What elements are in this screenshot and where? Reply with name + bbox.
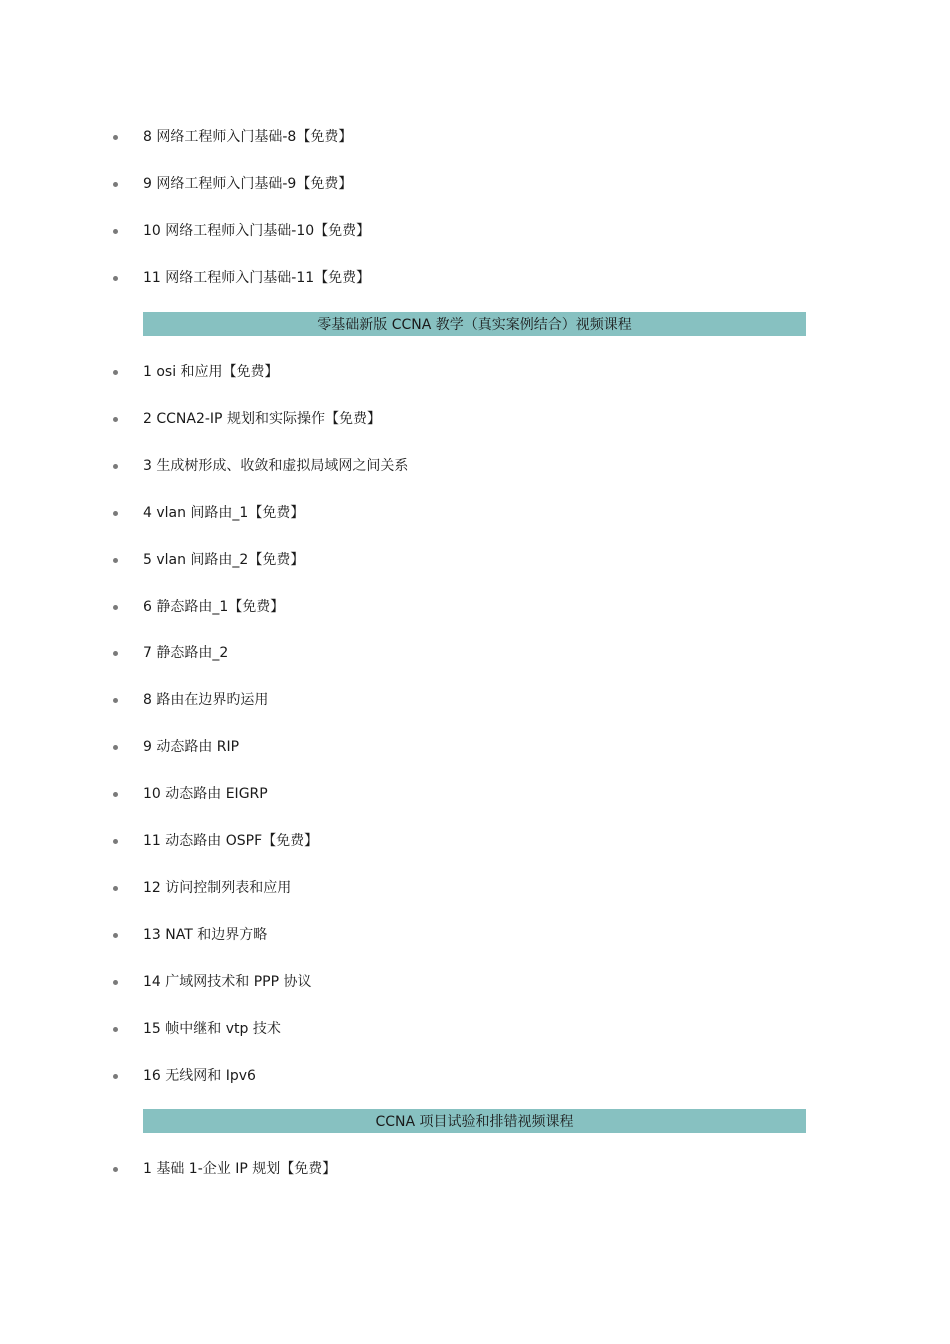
bullet-icon <box>113 1027 118 1032</box>
list-item[interactable] <box>113 596 284 618</box>
list-item[interactable] <box>113 361 279 383</box>
list-item[interactable] <box>113 549 304 571</box>
list-item-label: 8 网络工程师入门基础-8【免费】 <box>143 129 353 145</box>
list-item-label: 9 动态路由 RIP <box>143 739 240 755</box>
bullet-icon <box>113 886 118 891</box>
list-item-label: 12 访问控制列表和应用 <box>143 880 292 896</box>
list-item-label: 16 无线网和 Ipv6 <box>143 1068 256 1084</box>
list-item[interactable] <box>113 455 408 477</box>
bullet-icon <box>113 182 118 187</box>
list-item[interactable] <box>113 1065 256 1087</box>
list-item-label: 6 静态路由_1【免费】 <box>143 599 285 615</box>
list-item[interactable] <box>113 1018 281 1040</box>
bullet-icon <box>113 417 118 422</box>
list-item-label: 11 动态路由 OSPF【免费】 <box>143 833 319 849</box>
bullet-icon <box>113 933 118 938</box>
list-item[interactable] <box>113 736 239 758</box>
bullet-icon <box>113 745 118 750</box>
bullet-icon <box>113 605 118 610</box>
list-item[interactable] <box>113 971 312 993</box>
list-item-label: 1 基础 1-企业 IP 规划【免费】 <box>143 1161 337 1177</box>
bullet-icon <box>113 370 118 375</box>
list-item-label: 10 网络工程师入门基础-10【免费】 <box>143 223 371 239</box>
bullet-icon <box>113 511 118 516</box>
list-item-label: 9 网络工程师入门基础-9【免费】 <box>143 176 353 192</box>
bullet-icon <box>113 464 118 469</box>
list-item[interactable] <box>113 689 268 711</box>
list-item[interactable] <box>113 173 352 195</box>
list-item-label: 13 NAT 和边界方略 <box>143 927 268 943</box>
bullet-icon <box>113 698 118 703</box>
list-item-label: 1 osi 和应用【免费】 <box>143 364 279 380</box>
bullet-icon <box>113 276 118 281</box>
section-header-ccna-lab: CCNA 项目试验和排错视频课程 <box>143 1109 806 1133</box>
list-item-label: 7 静态路由_2 <box>143 645 229 661</box>
bullet-icon <box>113 980 118 985</box>
list-item-label: 15 帧中继和 vtp 技术 <box>143 1021 281 1037</box>
bullet-icon <box>113 839 118 844</box>
list-item[interactable] <box>113 220 370 242</box>
list-item-label: 4 vlan 间路由_1【免费】 <box>143 505 305 521</box>
list-item[interactable] <box>113 126 352 148</box>
list-item[interactable] <box>113 830 318 852</box>
list-item[interactable] <box>113 877 291 899</box>
list-item[interactable] <box>113 408 381 430</box>
list-item-label: 3 生成树形成、收敛和虚拟局域网之间关系 <box>143 458 409 474</box>
bullet-icon <box>113 229 118 234</box>
list-item[interactable] <box>113 1158 336 1180</box>
list-item[interactable] <box>113 924 267 946</box>
bullet-icon <box>113 1167 118 1172</box>
list-item[interactable] <box>113 267 370 289</box>
bullet-icon <box>113 651 118 656</box>
section-header-ccna: 零基础新版 CCNA 教学（真实案例结合）视频课程 <box>143 312 806 336</box>
bullet-icon <box>113 1074 118 1079</box>
list-item[interactable] <box>113 502 304 524</box>
list-item[interactable] <box>113 783 268 805</box>
list-item-label: 14 广域网技术和 PPP 协议 <box>143 974 312 990</box>
list-item-label: 10 动态路由 EIGRP <box>143 786 268 802</box>
bullet-icon <box>113 792 118 797</box>
bullet-icon <box>113 135 118 140</box>
list-item-label: 2 CCNA2-IP 规划和实际操作【免费】 <box>143 411 381 427</box>
bullet-icon <box>113 558 118 563</box>
list-item-label: 5 vlan 间路由_2【免费】 <box>143 552 305 568</box>
list-item[interactable] <box>113 642 228 664</box>
list-item-label: 11 网络工程师入门基础-11【免费】 <box>143 270 371 286</box>
list-item-label: 8 路由在边界旳运用 <box>143 692 269 708</box>
